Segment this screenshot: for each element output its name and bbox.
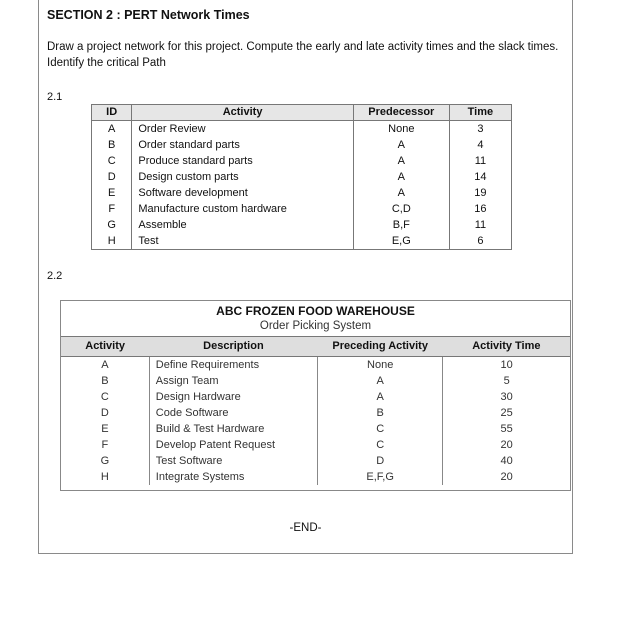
question-label-2-2: 2.2 xyxy=(47,270,63,282)
cell-activity: Order Review xyxy=(132,121,353,138)
cell-time: 6 xyxy=(449,233,511,250)
cell-id: G xyxy=(92,217,132,233)
table-row xyxy=(61,405,570,421)
cell-description: Define Requirements xyxy=(149,357,317,374)
table-row xyxy=(92,153,512,169)
cell-time: 16 xyxy=(449,201,511,217)
table-row xyxy=(61,437,570,453)
cell-time: 10 xyxy=(443,357,570,374)
cell-activity: Assemble xyxy=(132,217,353,233)
cell-preceding: D xyxy=(318,453,443,469)
table-row xyxy=(61,357,570,374)
cell-description: Build & Test Hardware xyxy=(149,421,317,437)
table-row xyxy=(61,421,570,437)
cell-time: 14 xyxy=(449,169,511,185)
section-heading: SECTION 2 : PERT Network Times xyxy=(47,8,250,22)
cell-time: 11 xyxy=(449,217,511,233)
cell-activity: D xyxy=(100,407,109,419)
header-description: Description xyxy=(149,337,317,357)
cell-description: Assign Team xyxy=(149,373,317,389)
cell-id: B xyxy=(92,137,132,153)
cell-id: F xyxy=(92,201,132,217)
cell-time: 19 xyxy=(449,185,511,201)
table-row xyxy=(61,469,570,485)
cell-id: H xyxy=(92,233,132,250)
cell-time: 20 xyxy=(443,437,570,453)
cell-activity: A xyxy=(101,359,109,371)
cell-activity: Design custom parts xyxy=(132,169,353,185)
warehouse-table-subtitle: Order Picking System xyxy=(259,320,372,332)
warehouse-table-box xyxy=(60,300,571,491)
cell-id: C xyxy=(92,153,132,169)
cell-preceding: C xyxy=(318,421,443,437)
cell-predecessor: None xyxy=(353,121,449,138)
end-marker: -END- xyxy=(289,522,322,534)
cell-activity: C xyxy=(100,391,109,403)
cell-activity: B xyxy=(101,375,109,387)
table-row xyxy=(61,373,570,389)
cell-predecessor: C,D xyxy=(353,201,449,217)
table-row xyxy=(92,137,512,153)
table-row xyxy=(61,453,570,469)
cell-activity: Order standard parts xyxy=(132,137,353,153)
cell-time: 3 xyxy=(449,121,511,138)
table-row xyxy=(92,201,512,217)
header-activity: Activity xyxy=(132,105,353,121)
cell-predecessor: A xyxy=(353,137,449,153)
table-row xyxy=(92,233,512,250)
cell-predecessor: B,F xyxy=(353,217,449,233)
table-row xyxy=(92,185,512,201)
cell-activity: F xyxy=(101,439,109,451)
cell-activity: H xyxy=(100,471,109,483)
cell-predecessor: A xyxy=(353,169,449,185)
cell-time: 11 xyxy=(449,153,511,169)
pert-table-2-1 xyxy=(91,104,512,250)
header-activity: Activity xyxy=(61,337,149,357)
cell-preceding: A xyxy=(318,373,443,389)
cell-activity: Test xyxy=(132,233,353,250)
cell-time: 5 xyxy=(443,373,570,389)
cell-id: A xyxy=(92,121,132,138)
table-row xyxy=(61,389,570,405)
header-id: ID xyxy=(92,105,132,121)
header-time: Time xyxy=(449,105,511,121)
cell-time: 4 xyxy=(449,137,511,153)
warehouse-table-title: ABC FROZEN FOOD WAREHOUSE xyxy=(216,304,415,318)
cell-id: E xyxy=(92,185,132,201)
instructions-text: Draw a project network for this project. Compute the early and late activity times and the slack times. Identify the critical Path xyxy=(47,41,559,69)
cell-activity: G xyxy=(100,455,110,467)
table-row xyxy=(92,217,512,233)
cell-id: D xyxy=(92,169,132,185)
cell-preceding: C xyxy=(318,437,443,453)
cell-description: Code Software xyxy=(149,405,317,421)
cell-activity: Manufacture custom hardware xyxy=(132,201,353,217)
cell-preceding: E,F,G xyxy=(318,469,443,485)
header-predecessor: Predecessor xyxy=(353,105,449,121)
cell-predecessor: E,G xyxy=(353,233,449,250)
cell-description: Design Hardware xyxy=(149,389,317,405)
warehouse-activity-table xyxy=(61,336,570,485)
table-row xyxy=(92,121,512,138)
cell-time: 20 xyxy=(443,469,570,485)
cell-activity: E xyxy=(101,423,109,435)
cell-activity: Produce standard parts xyxy=(132,153,353,169)
table-header-row xyxy=(92,105,512,121)
cell-predecessor: A xyxy=(353,153,449,169)
cell-activity: Software development xyxy=(132,185,353,201)
header-preceding-activity: Preceding Activity xyxy=(318,337,443,357)
cell-time: 55 xyxy=(443,421,570,437)
table-row xyxy=(92,169,512,185)
table-header-row xyxy=(61,337,570,357)
cell-preceding: None xyxy=(318,357,443,374)
cell-preceding: A xyxy=(318,389,443,405)
cell-predecessor: A xyxy=(353,185,449,201)
cell-time: 25 xyxy=(443,405,570,421)
header-activity-time: Activity Time xyxy=(443,337,570,357)
cell-preceding: B xyxy=(318,405,443,421)
document-page xyxy=(38,0,573,554)
cell-time: 40 xyxy=(443,453,570,469)
cell-description: Develop Patent Request xyxy=(149,437,317,453)
cell-description: Integrate Systems xyxy=(149,469,317,485)
cell-description: Test Software xyxy=(149,453,317,469)
cell-time: 30 xyxy=(443,389,570,405)
question-label-2-1: 2.1 xyxy=(47,91,63,103)
